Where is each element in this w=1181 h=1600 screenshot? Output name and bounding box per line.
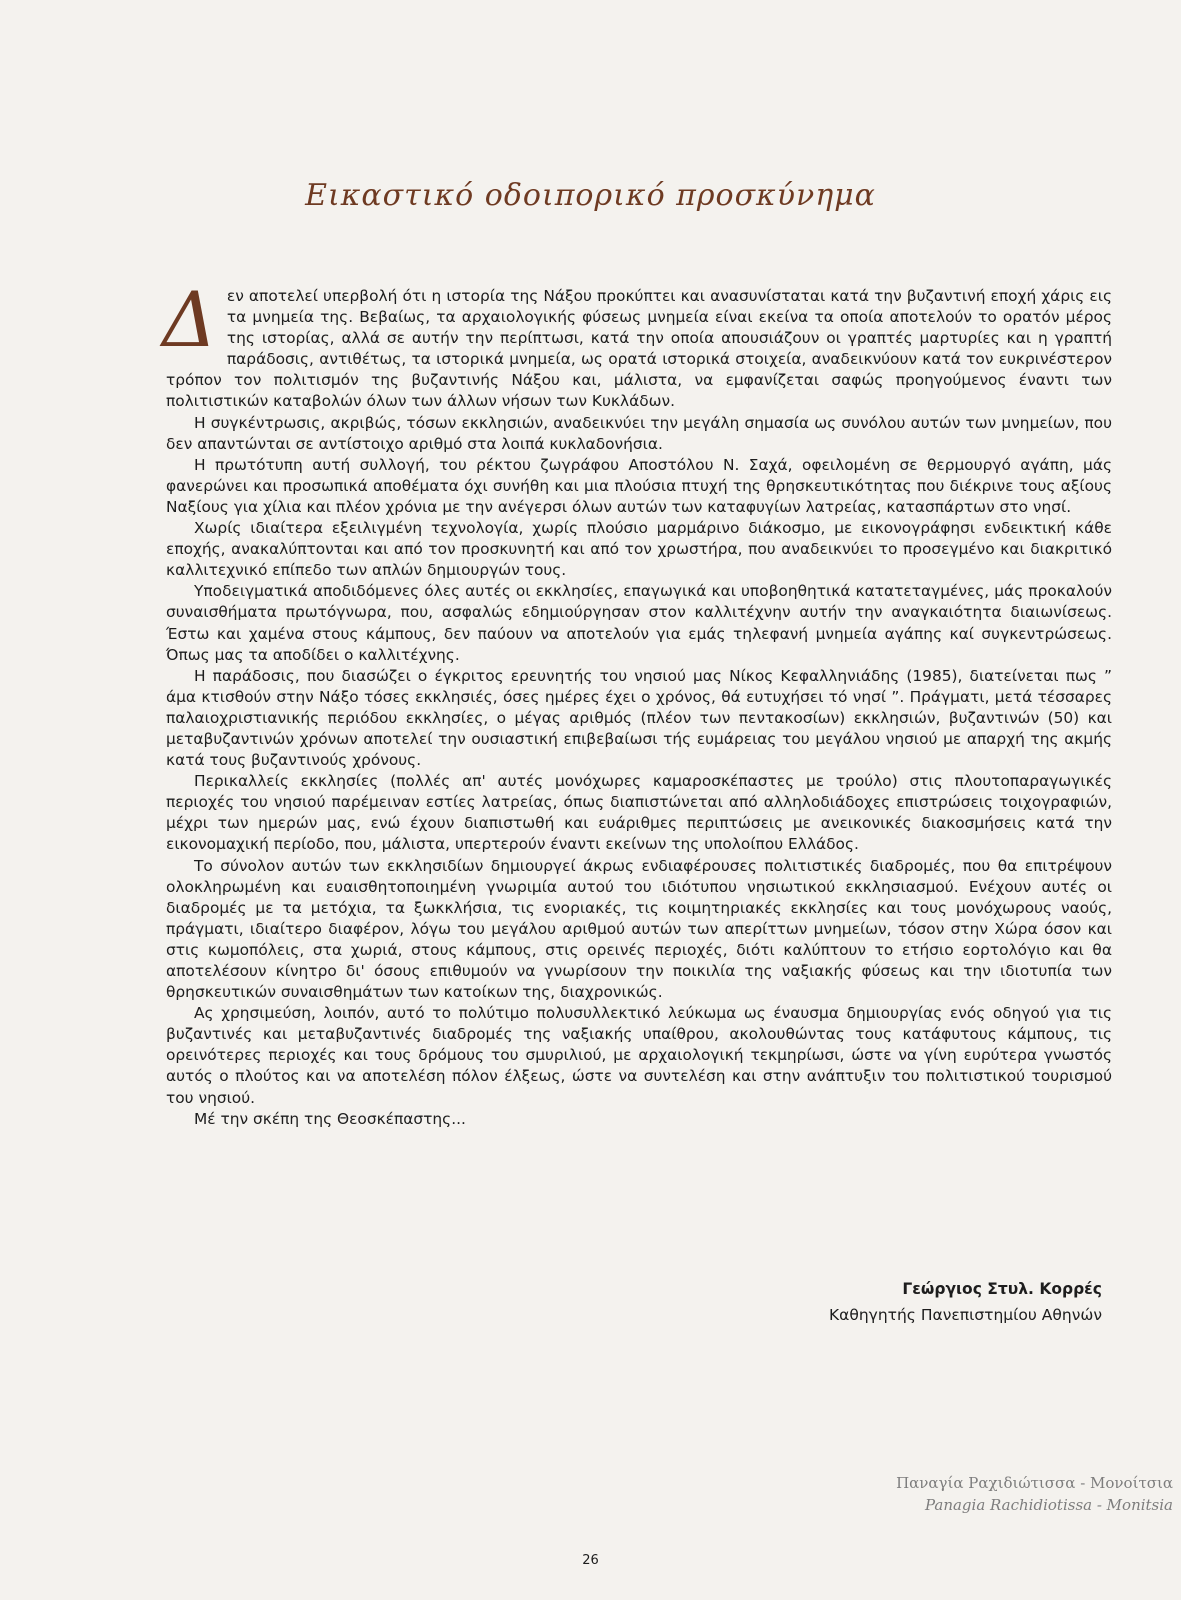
article-body xyxy=(162,275,1112,1130)
paragraph-3: Η πρωτότυπη αυτή συλλογή, του ρέκτου ζωγράφου Αποστόλου Ν. Σαχά, οφειλομένη σε θερμουργό αγάπη, μάς φανερώνει και προσωπικά αποθέματα όχι συνήθη και μια πλούσια πτυχή της θρησκευτικότητας που διέκρινε τους αξίους Ναξίους για χίλια και πλέον χρόνια με την ανέγερσι όλων αυτών των καταφυγίων λατρείας, κατασπάρτων στο νησί. xyxy=(166,455,1112,516)
author-title: Καθηγητής Πανεπιστημίου Αθηνών xyxy=(828,1306,1102,1324)
paragraph-5: Υποδειγματικά αποδιδόμενες όλες αυτές οι εκκλησίες, επαγωγικά και υποβοηθητικά κατατεταγμένες, μάς προκαλούν συναισθήματα πρωτόγνωρα, που, ασφαλώς εδημιούργησαν στον καλλιτέχνην αυτήν την αναγκαιότητα διαιωνίσεως. Έστω και χαμένα στους κάμπους, δεν παύουν να αποτελούν για εμάς τηλεφανή μνημεία αγάπης καί συγκεντρώσεως. Όπως μας τα αποδίδει ο καλλιτέχνης. xyxy=(166,582,1112,664)
paragraph-1 xyxy=(162,275,1112,413)
closing-line: Μέ την σκέπη της Θεοσκέπαστης... xyxy=(194,1109,466,1128)
paragraph-7: Περικαλλείς εκκλησίες (πολλές απ' αυτές μονόχωρες καμαροσκέπαστες με τρούλο) στις πλουτοπαραγωγικές περιοχές του νησιού παρέμειναν εστίες λατρείας, όπως διαπιστώνεται από αλληλοδιάδοχες επιστρώσεις τοιχογραφιών, μέχρι των ημερών μας, ενώ έχουν διαπιστωθή και ευάριθμες περιπτώσεις με ανεικονικές διακοσμήσεις κατά την εικονομαχική περίοδο, που, μάλιστα, υπερτερούν έναντι εκείνων της υπολοίπου Ελλάδος. xyxy=(166,772,1112,854)
caption-latin: Panagia Rachidiotissa - Monitsia xyxy=(924,1496,1173,1514)
paragraph-9: Ας χρησιμεύση, λοιπόν, αυτό το πολύτιμο πολυσυλλεκτικό λεύκωμα ως έναυσμα δημιουργίας ενός οδηγού για τις βυζαντινές και μεταβυζαντινές διαδρομές της ναξιακής υπαίθρου, ακολουθώντας τους κατάφυτους κάμπους, τις ορεινότερες περιοχές και τους δρόμους του σμυριλιού, με αρχαιολογική τεκμηρίωσι, ώστε να γίνη ευρύτερα γνωστός αυτός ο πλούτος και να αποτελέση πόλον έλξεως, ώστε να συντελέση και στην ανάπτυξιν του πολιτιστικού τουρισμού του νησιού. xyxy=(166,1004,1112,1107)
paragraph-8: Το σύνολον αυτών των εκκλησιδίων δημιουργεί άκρως ενδιαφέρουσες πολιτιστικές διαδρομές, που θα επιτρέψουν ολοκληρωμένη και ευαισθητοποιημένη γνωριμία αυτού του ιδιότυπου νησιωτικού εκκλησιασμού. Ενέχουν αυτές οι διαδρομές με τα μετόχια, τα ξωκκλήσια, τις ενοριακές, τις κοιμητηριακές εκκλησίες και τους μονόχωρους ναούς, πράγματι, ιδιαίτερο διαφέρον, λόγω του μεγάλου αριθμού αυτών των απερίττων μνημείων, τόσον στην Χώρα όσον και στις κωμοπόλεις, στα χωριά, στους κάμπους, στις ορεινές περιοχές, διότι καλύπτουν το ετήσιο εορτολόγιο και θα αποτελέσουν κίνητρο δι' όσους επιθυμούν να γνωρίσουν την ποικιλία της ναξιακής φύσεως και την ιδιοτυπία των θρησκευτικών συναισθημάτων των κατοίκων της, διαχρονικώς. xyxy=(166,856,1112,1002)
caption-greek: Παναγία Ραχιδιώτισσα - Μονοίτσια xyxy=(896,1474,1173,1492)
page-number: 26 xyxy=(582,1553,599,1568)
paragraph-4: Χωρίς ιδιαίτερα εξειλιγμένη τεχνολογία, χωρίς πλούσιο μαρμάρινο διάκοσμο, με εικονογράφησι ενδεικτική κάθε εποχής, ανακαλύπτονται και από τον προσκυνητή και από τον χρωστήρα, που αναδεικνύει το προσεγμένο και διακριτικό καλλιτεχνικό επίπεδο των απλών δημιουργών τους. xyxy=(166,519,1112,580)
paragraph-6: Η παράδοσις, που διασώζει ο έγκριτος ερευνητής του νησιού μας Νίκος Κεφαλληνιάδης (1985), διατείνεται πως ” άμα κτισθούν στην Νάξο τόσες εκκλησιές, όσες ημέρες έχει ο χρόνος, θά ευτυχήσει τό νησί ”. Πράγματι, μετά τέσσαρες παλαιοχριστιανικής περιόδου εκκλησίες, ο μέγας αριθμός (πλέον των πεντακοσίων) εκκλησιών, βυζαντινών (50) και μεταβυζαντινών χρόνων αποτελεί την ουσιαστική επιβεβαίωσι τής ευμάρειας του μεγάλου νησιού με απαρχή της ακμής κατά τους βυζαντινούς χρόνους. xyxy=(166,666,1112,770)
drop-cap: Δ xyxy=(162,275,217,364)
author-name: Γεώργιος Στυλ. Κορρές xyxy=(902,1280,1102,1298)
signature-block xyxy=(829,1276,1102,1328)
paragraph-2: Η συγκέντρωσις, ακριβώς, τόσων εκκλησιών, αναδεικνύει την μεγάλη σημασία ως συνόλου αυτών των μνημείων, που δεν απαντώνται σε αντίστοιχο αριθμό στα λοιπά κυκλαδονήσια. xyxy=(166,413,1112,453)
page-title: Εικαστικό οδοιπορικό προσκύνημα xyxy=(305,178,876,213)
image-caption xyxy=(896,1472,1173,1516)
paragraph-1-text: εν αποτελεί υπερβολή ότι η ιστορία της Νάξου προκύπτει και ανασυνίσταται κατά την βυζαντινή εποχή χάρις εις τα μνημεία της. Βεβαίως, τα αρχαιολογικής φύσεως μνημεία είναι εκείνα τα οποία αποτελούν το ορατόν μέρος της ιστορίας, αλλά σε αυτήν την περίπτωσι, κατά την οποία απουσιάζουν οι γραπτές μαρτυρίες και η γραπτή παράδοσις, αντιθέτως, τα ιστορικά μνημεία, ως ορατά ιστορικά στοιχεία, αναδεικνύουν κατά τον ευκρινέστερον τρόπον τον πολιτισμόν της βυζαντινής Νάξου και, μάλιστα, να εμφανίζεται σαφώς προηγούμενος έναντι των πολιτιστικών καταβολών όλων των άλλων νήσων των Κυκλάδων. xyxy=(166,287,1112,411)
